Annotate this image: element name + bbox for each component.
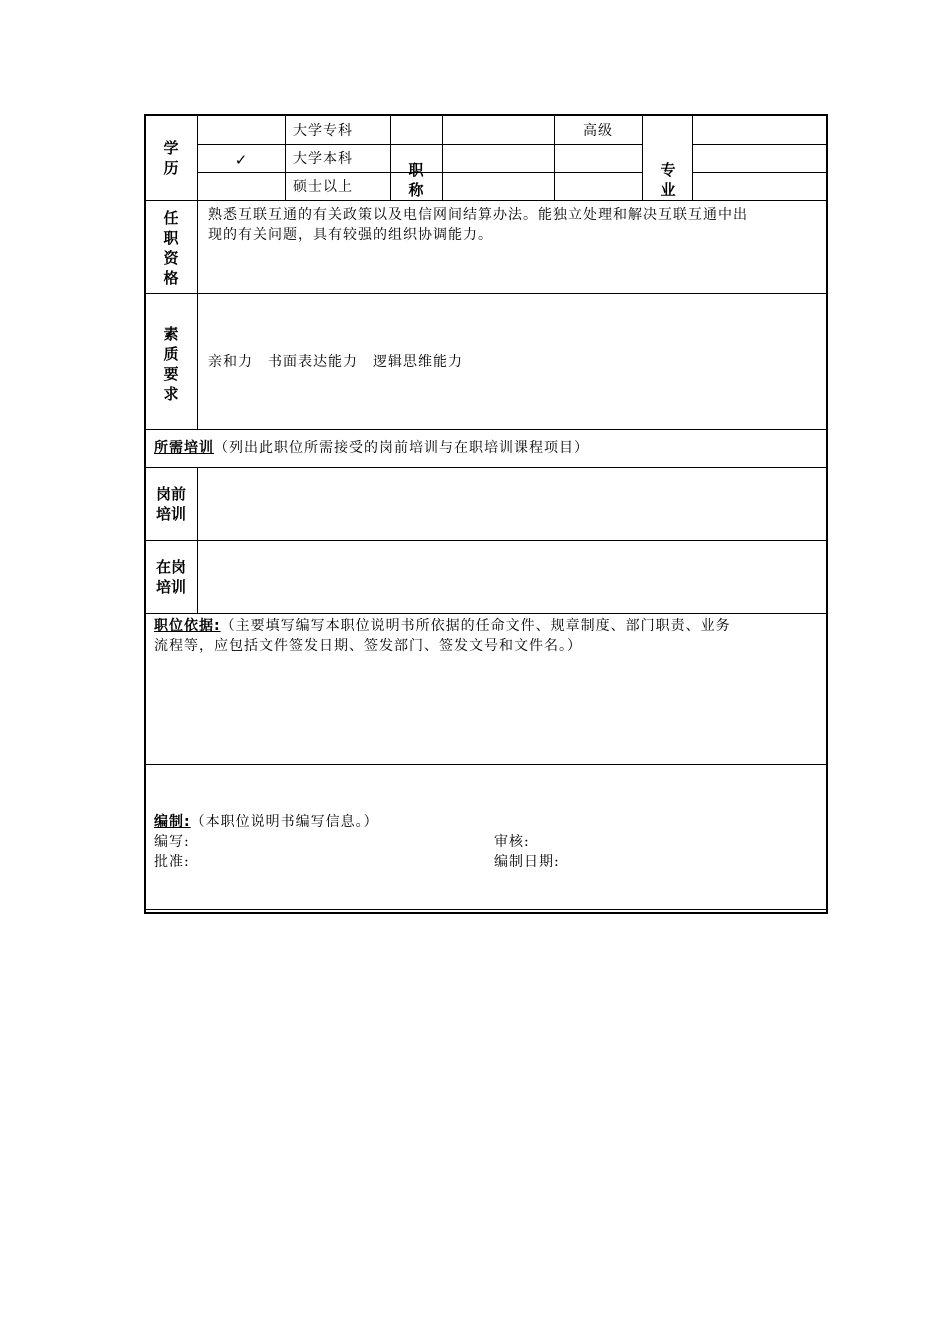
section-divider xyxy=(146,540,828,541)
education-option-label: 硕士以上 xyxy=(293,179,353,195)
major-label: 专 业 xyxy=(660,161,676,199)
compile-note: （本职位说明书编写信息。） xyxy=(190,814,379,830)
grid-line xyxy=(285,116,286,200)
grid-line xyxy=(554,116,555,200)
training-heading-row xyxy=(154,438,589,458)
section-divider xyxy=(146,200,828,201)
education-option-label: 大学本科 xyxy=(293,151,353,167)
section-divider xyxy=(146,909,828,910)
quality-text: 亲和力 书面表达能力 逻辑思维能力 xyxy=(208,354,463,370)
basis-row xyxy=(154,616,731,636)
qualification-label: 任 职 资 格 xyxy=(163,209,179,287)
compile-writer: 编写: xyxy=(154,834,190,850)
grid-line xyxy=(197,200,198,429)
grid-line xyxy=(198,144,443,145)
title-rank-value: 高级 xyxy=(583,123,613,139)
training-heading: 所需培训 xyxy=(154,440,214,456)
quality-label: 素 质 要 求 xyxy=(163,325,179,403)
basis-note-continued: 流程等，应包括文件签发日期、签发部门、签发文号和文件名。） xyxy=(154,638,582,654)
section-divider xyxy=(146,467,828,468)
section-divider xyxy=(146,764,828,765)
compile-heading: 编制: xyxy=(154,814,191,830)
qualification-text: 现的有关问题，具有较强的组织协调能力。 xyxy=(208,227,493,243)
grid-line xyxy=(692,144,828,145)
on-job-training-label: 在岗 培训 xyxy=(155,558,186,596)
basis-note: （主要填写编写本职位说明书所依据的任命文件、规章制度、部门职责、业务 xyxy=(220,618,731,634)
basis-heading: 职位依据: xyxy=(154,618,221,634)
section-divider xyxy=(146,429,828,430)
education-option-label: 大学专科 xyxy=(293,123,353,139)
section-divider xyxy=(146,613,828,614)
compile-row xyxy=(154,812,379,832)
grid-line xyxy=(692,172,828,173)
qualification-text: 熟悉互联互通的有关政策以及电信网间结算办法。能独立处理和解决互联互通中出 xyxy=(208,207,748,223)
training-note: （列出此职位所需接受的岗前培训与在职培训课程项目） xyxy=(214,440,589,456)
job-description-table xyxy=(144,114,828,914)
grid-line xyxy=(442,144,642,145)
section-divider xyxy=(146,293,828,294)
education-label: 学 历 xyxy=(163,139,179,177)
grid-line xyxy=(442,172,642,173)
education-check-mark: ✓ xyxy=(234,151,249,169)
compile-reviewer: 审核: xyxy=(494,834,530,850)
pre-job-training-label: 岗前 培训 xyxy=(155,485,186,523)
title-rank-label: 职 称 xyxy=(408,161,424,199)
compile-date: 编制日期: xyxy=(494,854,560,870)
grid-line xyxy=(442,116,443,200)
grid-line xyxy=(197,467,198,613)
compile-approver: 批准: xyxy=(154,854,190,870)
